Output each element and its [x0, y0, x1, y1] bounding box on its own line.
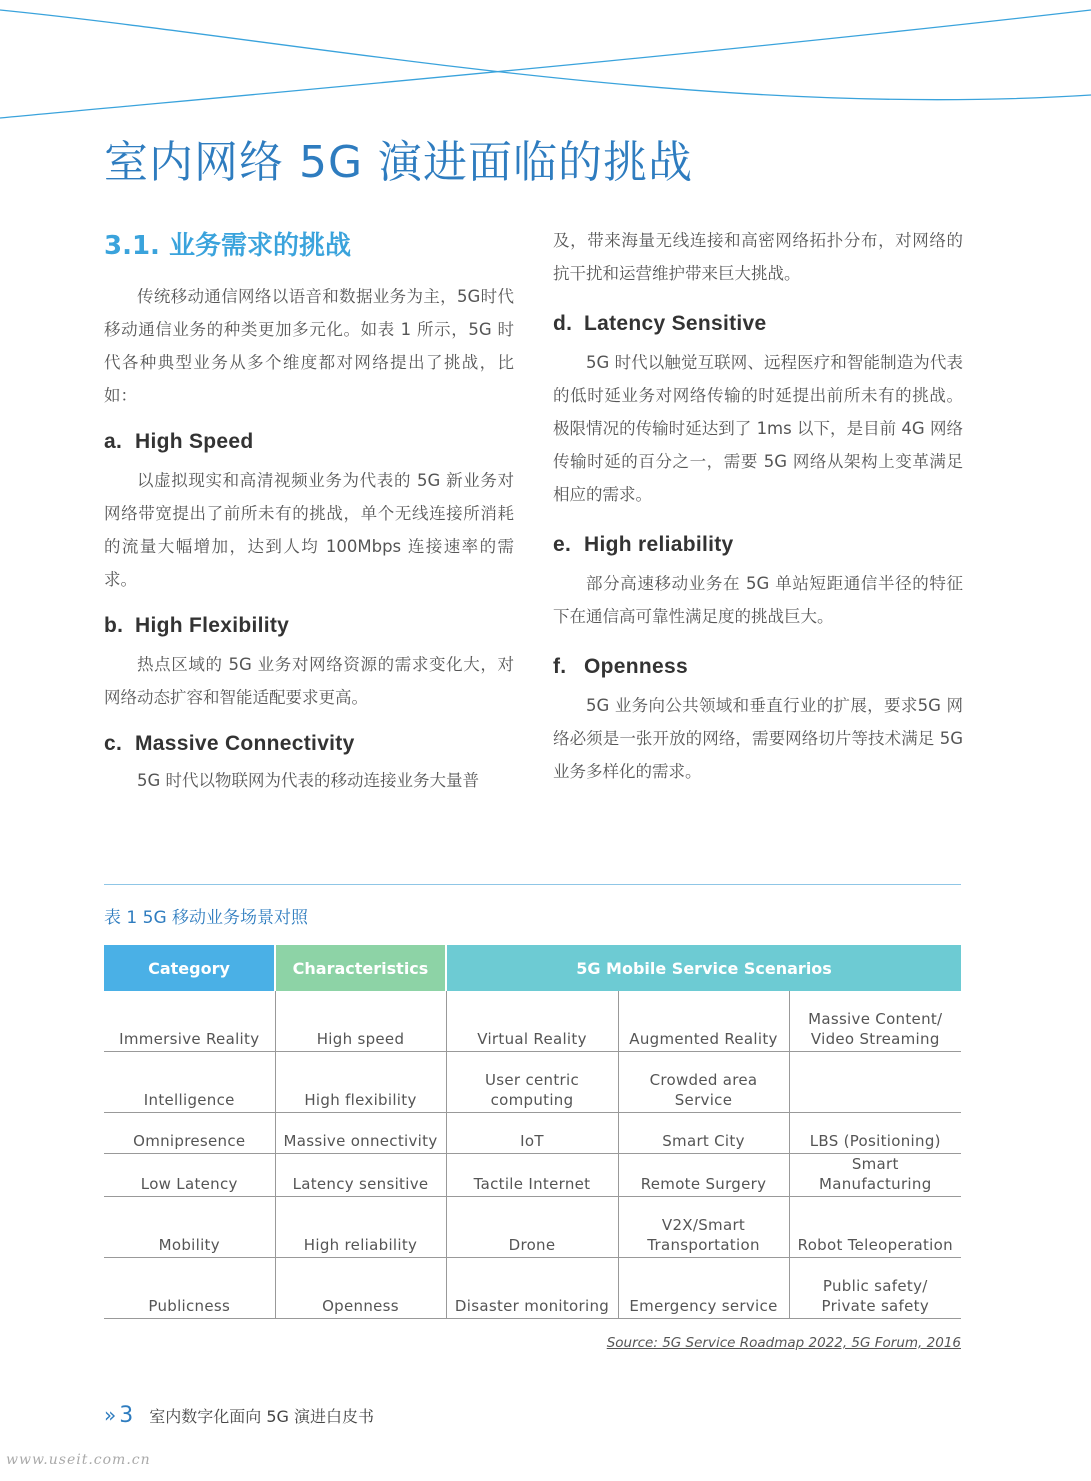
- watermark: www.useit.com.cn: [6, 1452, 151, 1468]
- scenario-table: [104, 945, 961, 1319]
- item-letter: a.: [104, 430, 123, 453]
- table-cell: Smart City: [618, 1113, 789, 1154]
- table-cell: Mobility: [104, 1197, 275, 1258]
- item-heading-c: [104, 732, 514, 756]
- table-cell: Emergency service: [618, 1258, 789, 1319]
- table-cell: Crowded area Service: [618, 1052, 789, 1113]
- table-row: [104, 1052, 961, 1113]
- table-cell: High flexibility: [275, 1052, 446, 1113]
- table-cell: Massive Content/ Video Streaming: [789, 991, 961, 1052]
- table-cell: Omnipresence: [104, 1113, 275, 1154]
- item-heading-f: [553, 655, 963, 679]
- divider: [104, 884, 961, 885]
- page-title: 室内网络 5G 演进面临的挑战: [104, 137, 694, 188]
- table-cell: High reliability: [275, 1197, 446, 1258]
- item-title: High Flexibility: [135, 614, 290, 637]
- table-row: [104, 991, 961, 1052]
- table-cell: [789, 1052, 961, 1113]
- table-cell: Publicness: [104, 1258, 275, 1319]
- table-cell: Immersive Reality: [104, 991, 275, 1052]
- table-cell: Virtual Reality: [446, 991, 618, 1052]
- source-link[interactable]: Source: 5G Service Roadmap 2022, 5G Forum, 2016: [606, 1335, 961, 1351]
- table-cell: LBS (Positioning): [789, 1113, 961, 1154]
- table-cell: Robot Teleoperation: [789, 1197, 961, 1258]
- right-column: [553, 224, 963, 788]
- table-row: [104, 1154, 961, 1197]
- table-cell: User centric computing: [446, 1052, 618, 1113]
- item-title: Latency Sensitive: [584, 312, 767, 335]
- table-cell: Remote Surgery: [618, 1154, 789, 1197]
- table-cell: V2X/Smart Transportation: [618, 1197, 789, 1258]
- table-row: [104, 1113, 961, 1154]
- intro-paragraph: 传统移动通信网络以语音和数据业务为主，5G时代移动通信业务的种类更加多元化。如表 1 所示，5G 时代各种典型业务从多个维度都对网络提出了挑战，比如：: [104, 287, 514, 405]
- item-title: High Speed: [135, 430, 254, 453]
- table-cell: Drone: [446, 1197, 618, 1258]
- item-letter: f.: [553, 655, 567, 678]
- continuation-paragraph: 及，带来海量无线连接和高密网络拓扑分布，对网络的抗干扰和运营维护带来巨大挑战。: [553, 231, 963, 283]
- left-column: [104, 226, 514, 797]
- table-cell: Disaster monitoring: [446, 1258, 618, 1319]
- table-cell: IoT: [446, 1113, 618, 1154]
- table-cell: Tactile Internet: [446, 1154, 618, 1197]
- footer-text: 室内数字化面向 5G 演进白皮书: [149, 1407, 375, 1426]
- table-cell: Massive onnectivity: [275, 1113, 446, 1154]
- section-heading: 3.1. 业务需求的挑战: [104, 231, 351, 261]
- page-number: 3: [119, 1403, 134, 1428]
- item-letter: b.: [104, 614, 124, 637]
- item-text-b: 热点区域的 5G 业务对网络资源的需求变化大，对网络动态扩容和智能适配要求更高。: [104, 655, 514, 707]
- table-cell: Smart Manufacturing: [789, 1154, 961, 1197]
- decorative-wave: [0, 0, 1091, 135]
- page-footer: [104, 1403, 374, 1428]
- table-row: [104, 1258, 961, 1319]
- table-cell: Low Latency: [104, 1154, 275, 1197]
- header-characteristics: Characteristics: [275, 945, 446, 991]
- item-title: Massive Connectivity: [135, 732, 355, 755]
- item-text-c: 5G 时代以物联网为代表的移动连接业务大量普: [137, 771, 480, 790]
- item-letter: e.: [553, 533, 572, 556]
- item-heading-d: [553, 312, 963, 336]
- double-chevron-icon: »: [104, 1403, 114, 1427]
- item-text-d: 5G 时代以触觉互联网、远程医疗和智能制造为代表的低时延业务对网络传输的时延提出前所未有的挑战。极限情况的传输时延达到了 1ms 以下，是目前 4G 网络传输时延的百分之一，需要 5G 网络从架构上变革满足相应的需求。: [553, 353, 963, 504]
- table-cell: Augmented Reality: [618, 991, 789, 1052]
- table-cell: Latency sensitive: [275, 1154, 446, 1197]
- item-title: Openness: [584, 655, 688, 678]
- item-heading-a: [104, 430, 514, 454]
- table-cell: Intelligence: [104, 1052, 275, 1113]
- item-letter: d.: [553, 312, 573, 335]
- table-row: [104, 1197, 961, 1258]
- item-title: High reliability: [584, 533, 734, 556]
- item-text-a: 以虚拟现实和高清视频业务为代表的 5G 新业务对网络带宽提出了前所未有的挑战，单个无线连接所消耗的流量大幅增加，达到人均 100Mbps 连接速率的需求。: [104, 471, 514, 589]
- table-caption: 表 1 5G 移动业务场景对照: [104, 908, 309, 928]
- item-letter: c.: [104, 732, 123, 755]
- header-category: Category: [104, 945, 275, 991]
- table-cell: Public safety/ Private safety: [789, 1258, 961, 1319]
- item-text-e: 部分高速移动业务在 5G 单站短距通信半径的特征下在通信高可靠性满足度的挑战巨大。: [553, 574, 963, 626]
- header-scenarios: 5G Mobile Service Scenarios: [446, 945, 961, 991]
- item-text-f: 5G 业务向公共领域和垂直行业的扩展，要求5G 网络必须是一张开放的网络，需要网络切片等技术满足 5G 业务多样化的需求。: [553, 696, 963, 781]
- item-heading-b: [104, 614, 514, 638]
- table-cell: Openness: [275, 1258, 446, 1319]
- table-cell: High speed: [275, 991, 446, 1052]
- item-heading-e: [553, 533, 963, 557]
